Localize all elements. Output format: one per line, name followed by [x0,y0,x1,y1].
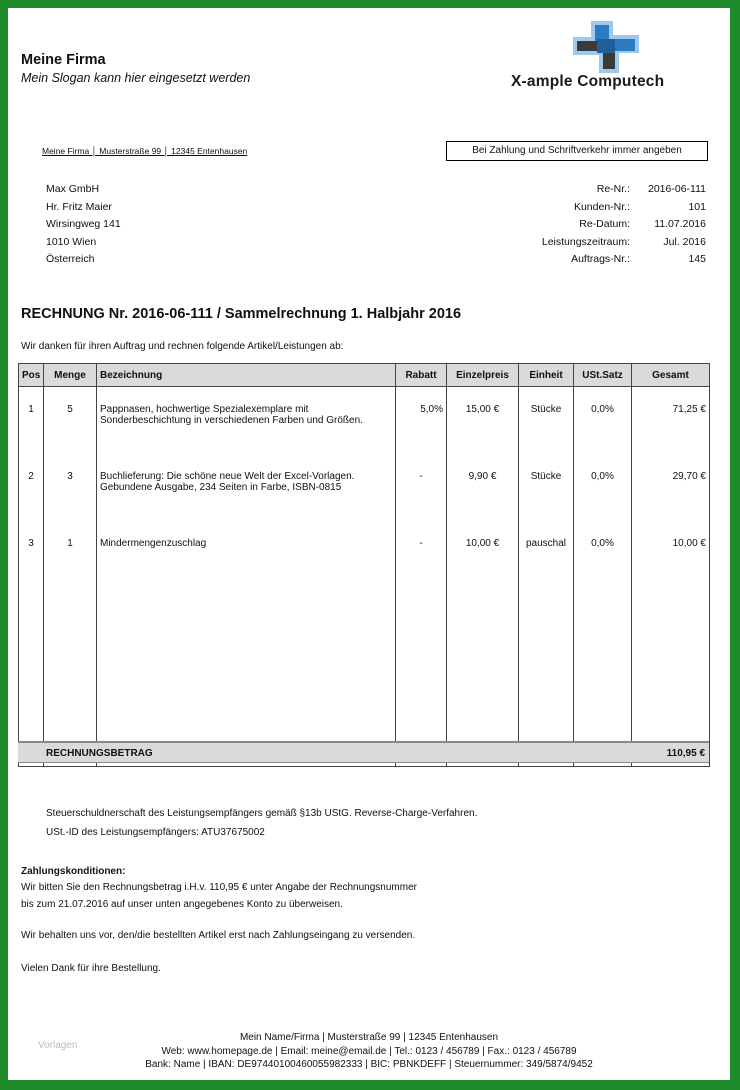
cell-description [97,387,396,454]
total-value: 110,95 € [666,748,705,759]
cell-vat: 0,0% [574,454,632,521]
cell-discount: 5,0% [396,387,447,454]
meta-value: 2016-06-111 [648,183,706,195]
meta-label: Re-Datum: [579,218,630,231]
recipient-line: Wirsingweg 141 [46,218,121,231]
meta-value: Jul. 2016 [663,235,706,248]
description-line: Sonderbeschichtung in verschiedenen Farben und Größen. [100,415,363,426]
cell-discount: - [396,521,447,588]
payment-line: bis zum 21.07.2016 auf unser unten angegebenes Konto zu überweisen. [21,899,343,910]
intro-text: Wir danken für ihren Auftrag und rechnen folgende Artikel/Leistungen ab: [21,341,344,352]
vat-id-note: USt.-ID des Leistungsempfängers: ATU37675002 [46,827,265,838]
recipient-line: 1010 Wien [46,235,97,248]
invoice-title: RECHNUNG Nr. 2016-06-111 / Sammelrechnung 1. Halbjahr 2016 [21,306,462,322]
header-pos: Pos [19,364,44,387]
footer [8,1031,730,1072]
description-line: Pappnasen, hochwertige Spezialexemplare mit [100,404,309,415]
cell-description [97,454,396,521]
meta-row [428,216,706,234]
cell-unit: Stücke [519,454,574,521]
meta-label: Re-Nr.: [596,183,630,195]
invoice-page [8,8,730,1080]
header-vat: USt.Satz [574,364,632,387]
cell-unit: Stücke [519,387,574,454]
recipient-line: Max GmbH [46,183,100,195]
cell-discount: - [396,454,447,521]
description-line: Gebundene Ausgabe, 234 Seiten in Farbe, ISBN-0815 [100,481,342,493]
cell-vat: 0,0% [574,387,632,454]
cross-logo-icon [573,21,639,73]
invoice-meta [428,181,706,269]
reverse-charge-note: Steuerschuldnerschaft des Leistungsempfängers gemäß §13b UStG. Reverse-Charge-Verfahren. [46,808,478,819]
footer-address: Mein Name/Firma | Musterstraße 99 | 12345 Entenhausen [239,1032,499,1043]
cell-pos: 3 [19,521,44,588]
meta-row [428,181,706,199]
meta-row [428,234,706,252]
table-filler-row [19,588,710,767]
cell-pos: 1 [19,387,44,454]
notice-box: Bei Zahlung und Schriftverkehr immer angeben [446,141,708,161]
shipping-note: Wir behalten uns vor, den/die bestellten Artikel erst nach Zahlungseingang zu versenden. [21,930,416,941]
description-line: Buchlieferung: Die schöne neue Welt der Excel-Vorlagen. [100,470,355,482]
recipient-line: Österreich [46,253,95,266]
meta-value: 11.07.2016 [654,218,706,231]
cell-pos: 2 [19,454,44,521]
recipient-address [46,181,121,269]
header-unit-price: Einzelpreis [447,364,519,387]
header-qty: Menge [44,364,97,387]
cell-price: 10,00 € [447,521,519,588]
cell-qty: 1 [44,521,97,588]
cell-price: 15,00 € [447,387,519,454]
meta-label: Kunden-Nr.: [573,200,630,213]
meta-value: 145 [688,253,706,266]
total-label: RECHNUNGSBETRAG [46,748,153,759]
meta-row [428,199,706,217]
footer-contact: Web: www.homepage.de | Email: meine@email.de | Tel.: 0123 / 456789 | Fax.: 0123 / 456789 [161,1045,577,1057]
cell-qty: 3 [44,454,97,521]
cell-total: 71,25 € [632,387,710,454]
table-row [19,454,710,521]
payment-heading: Zahlungskonditionen: [21,866,126,877]
header-total: Gesamt [632,364,710,387]
header-discount: Rabatt [396,364,447,387]
table-header-row [19,364,710,387]
cell-vat: 0,0% [574,521,632,588]
invoice-total-bar [18,741,709,763]
table-row [19,521,710,588]
recipient-line: Hr. Fritz Maier [46,200,112,213]
thanks-text: Vielen Dank für ihre Bestellung. [21,963,161,974]
company-slogan: Mein Slogan kann hier eingesetzt werden [21,71,251,85]
sender-line: Meine Firma │ Musterstraße 99 │ 12345 Entenhausen [42,146,248,156]
items-table [18,363,710,767]
cell-description [97,521,396,588]
table-row [19,387,710,454]
cell-price: 9,90 € [447,454,519,521]
header-description: Bezeichnung [97,364,396,387]
logo-text: X-ample Computech [511,73,665,90]
cell-qty: 5 [44,387,97,454]
description-line: Mindermengenzuschlag [100,537,207,549]
meta-label: Auftrags-Nr.: [571,253,630,266]
cell-total: 10,00 € [632,521,710,588]
meta-value: 101 [688,200,706,213]
watermark: Vorlagen [38,1040,78,1051]
company-name: Meine Firma [21,52,106,68]
footer-bank: Bank: Name | IBAN: DE97440100460055982333 | BIC: PBNKDEFF | Steuernummer: 349/5874/9452 [145,1059,593,1070]
header-unit: Einheit [519,364,574,387]
cell-total: 29,70 € [632,454,710,521]
meta-label: Leistungszeitraum: [541,235,630,248]
cell-unit: pauschal [519,521,574,588]
meta-row [428,251,706,269]
payment-line: Wir bitten Sie den Rechnungsbetrag i.H.v. 110,95 € unter Angabe der Rechnungsnummer [21,882,417,893]
